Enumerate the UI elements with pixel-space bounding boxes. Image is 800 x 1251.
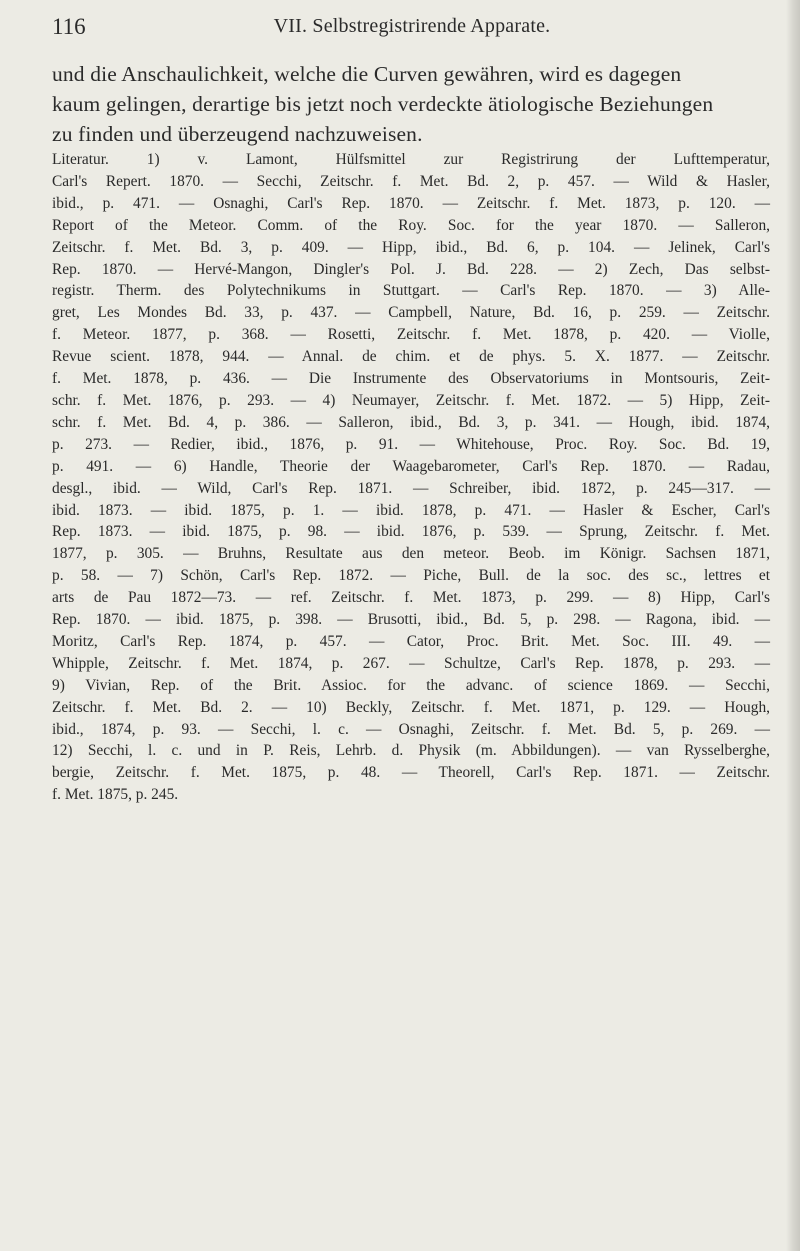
literature-line: ibid. 1873. — ibid. 1875, p. 1. — ibid. 1878, p. 471. — Hasler & Escher, Carl's bbox=[52, 501, 770, 519]
literature-line: arts de Pau 1872—73. — ref. Zeitschr. f. Met. 1873, p. 299. — 8) Hipp, Carl's bbox=[52, 589, 770, 607]
literature-line: ibid., 1874, p. 93. — Secchi, l. c. — Osnaghi, Zeitschr. f. Met. Bd. 5, p. 269. — bbox=[52, 720, 770, 738]
literature-line: f. Meteor. 1877, p. 368. — Rosetti, Zeitschr. f. Met. 1878, p. 420. — Violle, bbox=[52, 326, 770, 344]
literature-line: desgl., ibid. — Wild, Carl's Rep. 1871. — Schreiber, ibid. 1872, p. 245—317. — bbox=[52, 479, 770, 497]
literature-line: 9) Vivian, Rep. of the Brit. Assioc. for the advanc. of science 1869. — Secchi, bbox=[52, 676, 770, 694]
literature-line: Revue scient. 1878, 944. — Annal. de chim. et de phys. 5. X. 1877. — Zeitschr. bbox=[52, 348, 770, 366]
literature-line: f. Met. 1878, p. 436. — Die Instrumente des Observatoriums in Montsouris, Zeit- bbox=[52, 370, 770, 388]
page-header bbox=[52, 14, 772, 42]
literature-line: Report of the Meteor. Comm. of the Roy. Soc. for the year 1870. — Salleron, bbox=[52, 216, 770, 234]
literature-line: Zeitschr. f. Met. Bd. 2. — 10) Beckly, Zeitschr. f. Met. 1871, p. 129. — Hough, bbox=[52, 698, 770, 716]
text-line: und die Anschaulichkeit, welche die Curven gewähren, wird es dagegen bbox=[52, 62, 682, 86]
literature-line: bergie, Zeitschr. f. Met. 1875, p. 48. — Theorell, Carl's Rep. 1871. — Zeitschr. bbox=[52, 764, 770, 782]
literature-line: registr. Therm. des Polytechnikums in Stuttgart. — Carl's Rep. 1870. — 3) Alle- bbox=[52, 282, 770, 300]
literature-line: p. 273. — Redier, ibid., 1876, p. 91. — Whitehouse, Proc. Roy. Soc. Bd. 19, bbox=[52, 435, 770, 453]
literature-line: Rep. 1873. — ibid. 1875, p. 98. — ibid. 1876, p. 539. — Sprung, Zeitschr. f. Met. bbox=[52, 523, 770, 541]
literature-line: 12) Secchi, l. c. und in P. Reis, Lehrb. d. Physik (m. Abbildungen). — van Rysselberghe, bbox=[52, 742, 770, 760]
literature-line: f. Met. 1875, p. 245. bbox=[52, 786, 179, 804]
literature-line: Literatur. 1) v. Lamont, Hülfsmittel zur Registrirung der Lufttemperatur, bbox=[52, 151, 770, 168]
running-head: VII. Selbstregistrirende Apparate. bbox=[273, 15, 551, 37]
literature-line: p. 58. — 7) Schön, Carl's Rep. 1872. — Piche, Bull. de la soc. des sc., lettres et bbox=[52, 567, 770, 585]
page-edge-shadow bbox=[786, 0, 800, 1251]
literature-line: p. 491. — 6) Handle, Theorie der Waagebarometer, Carl's Rep. 1870. — Radau, bbox=[52, 457, 770, 475]
text-line: zu finden und überzeugend nachzuweisen. bbox=[52, 122, 423, 146]
page-number: 116 bbox=[52, 14, 86, 39]
literature-list bbox=[52, 149, 770, 806]
literature-line: 1877, p. 305. — Bruhns, Resultate aus den meteor. Beob. im Königr. Sachsen 1871, bbox=[52, 545, 770, 563]
intro-paragraph bbox=[52, 59, 772, 149]
literature-line: gret, Les Mondes Bd. 33, p. 437. — Campbell, Nature, Bd. 16, p. 259. — Zeitschr. bbox=[52, 304, 770, 322]
text-line: kaum gelingen, derartige bis jetzt noch verdeckte ätiologische Beziehungen bbox=[52, 92, 714, 116]
literature-line: Moritz, Carl's Rep. 1874, p. 457. — Cator, Proc. Brit. Met. Soc. III. 49. — bbox=[52, 632, 770, 650]
literature-line: Carl's Repert. 1870. — Secchi, Zeitschr. f. Met. Bd. 2, p. 457. — Wild & Hasler, bbox=[52, 172, 770, 190]
literature-line: Zeitschr. f. Met. Bd. 3, p. 409. — Hipp, ibid., Bd. 6, p. 104. — Jelinek, Carl's bbox=[52, 238, 770, 256]
literature-line: schr. f. Met. Bd. 4, p. 386. — Salleron, ibid., Bd. 3, p. 341. — Hough, ibid. 1874, bbox=[52, 413, 770, 431]
literature-line: Rep. 1870. — Hervé-Mangon, Dingler's Pol. J. Bd. 228. — 2) Zech, Das selbst- bbox=[52, 260, 770, 278]
literature-line: ibid., p. 471. — Osnaghi, Carl's Rep. 1870. — Zeitschr. f. Met. 1873, p. 120. — bbox=[52, 194, 770, 212]
literature-line: Whipple, Zeitschr. f. Met. 1874, p. 267. — Schultze, Carl's Rep. 1878, p. 293. — bbox=[52, 654, 770, 672]
literature-line: Rep. 1870. — ibid. 1875, p. 398. — Brusotti, ibid., Bd. 5, p. 298. — Ragona, ibid. — bbox=[52, 611, 770, 629]
literature-line: schr. f. Met. 1876, p. 293. — 4) Neumayer, Zeitschr. f. Met. 1872. — 5) Hipp, Zeit- bbox=[52, 391, 770, 409]
